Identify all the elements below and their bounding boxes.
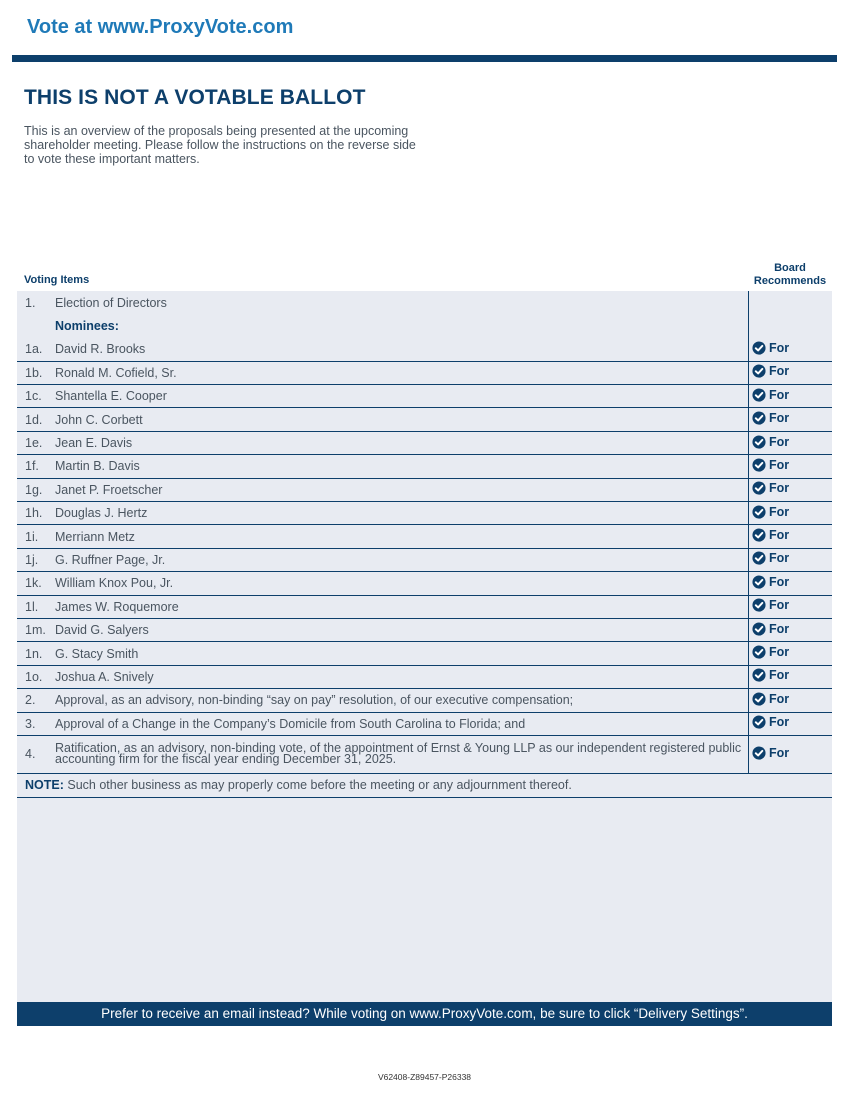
check-circle-icon [752, 692, 766, 706]
board-recommendation [749, 665, 833, 688]
item-description: Approval, as an advisory, non-binding “say on pay” resolution, of our executive compensation; [55, 689, 749, 712]
board-recommendation [749, 689, 833, 712]
recommendation-label: For [769, 598, 790, 613]
recommendation-for [752, 575, 789, 589]
item-number: 1. [25, 295, 36, 310]
item-number: 1k. [17, 572, 55, 595]
item-number: 1g. [17, 478, 55, 501]
check-circle-icon [752, 746, 766, 760]
recommendation-label: For [769, 645, 790, 660]
item-number: 1o. [17, 665, 55, 688]
check-circle-icon [752, 528, 766, 542]
board-recommendation [749, 502, 833, 525]
item-number: 1l. [17, 595, 55, 618]
item-description: G. Stacy Smith [55, 642, 749, 665]
board-recommendation [749, 291, 833, 314]
recommendation-for [752, 505, 789, 519]
voting-item-row [17, 595, 832, 618]
recommendation-label: For [769, 387, 790, 402]
recommendation-for [752, 645, 789, 659]
recommendation-for [752, 364, 789, 378]
recommendation-label: For [769, 621, 790, 636]
item-number: 1d. [17, 408, 55, 431]
voting-item-row [17, 431, 832, 454]
document-code: V62408-Z89457-P26338 [377, 1072, 472, 1082]
board-recommendation [749, 735, 833, 773]
item-description: Jean E. Davis [55, 431, 749, 454]
board-recommendation [749, 431, 833, 454]
item-description: David G. Salyers [55, 618, 749, 641]
note-label: NOTE: [25, 778, 64, 793]
voting-item-row [17, 361, 832, 384]
voting-item-row [17, 618, 832, 641]
recommendation-for [752, 668, 789, 682]
check-circle-icon [752, 668, 766, 682]
recommendation-for [752, 528, 789, 542]
recommendation-for [752, 746, 789, 760]
board-recommendation [749, 642, 833, 665]
recommendation-for [752, 598, 789, 612]
item-number: 1i. [17, 525, 55, 548]
recommendation-for [752, 388, 789, 402]
check-circle-icon [752, 645, 766, 659]
voting-item-row [17, 408, 832, 431]
item-number: 3. [17, 712, 55, 735]
board-recommendation [749, 525, 833, 548]
voting-item-row [17, 385, 832, 408]
item-description: William Knox Pou, Jr. [55, 572, 749, 595]
item-description: Martin B. Davis [55, 455, 749, 478]
item-description: Joshua A. Snively [55, 665, 749, 688]
board-recommendation [749, 572, 833, 595]
check-circle-icon [752, 435, 766, 449]
board-recommends-header [748, 262, 832, 288]
item-number: 1j. [17, 548, 55, 571]
item-number: 2. [17, 689, 55, 712]
board-header-line2: Recommends [753, 275, 827, 287]
check-circle-icon [752, 411, 766, 425]
item-description: Election of Directors [55, 295, 167, 310]
email-delivery-banner: Prefer to receive an email instead? While voting on www.ProxyVote.com, be sure to click “Delivery Settings”. [17, 1002, 832, 1026]
item-number: 1a. [17, 338, 55, 361]
check-circle-icon [752, 575, 766, 589]
board-recommendation [749, 338, 833, 361]
voting-item-row [17, 291, 832, 314]
voting-item-row [17, 455, 832, 478]
item-description: Approval of a Change in the Company’s Domicile from South Carolina to Florida; and [55, 712, 749, 735]
proxyvote-link[interactable]: Vote at www.ProxyVote.com [27, 16, 294, 38]
item-number: 1m. [17, 618, 55, 641]
item-description: Merriann Metz [55, 525, 749, 548]
voting-item-row [17, 478, 832, 501]
item-description: Shantella E. Cooper [55, 385, 749, 408]
voting-items-table [17, 291, 832, 798]
check-circle-icon [752, 551, 766, 565]
item-description: James W. Roquemore [55, 595, 749, 618]
recommendation-for [752, 341, 789, 355]
recommendation-label: For [769, 364, 790, 379]
recommendation-label: For [769, 551, 790, 566]
board-recommendation [749, 408, 833, 431]
header-rule [12, 55, 837, 62]
board-recommendation [749, 361, 833, 384]
page-title: THIS IS NOT A VOTABLE BALLOT [24, 86, 366, 109]
item-number: 1c. [17, 385, 55, 408]
recommendation-for [752, 435, 789, 449]
item-number: 1b. [17, 361, 55, 384]
recommendation-for [752, 692, 789, 706]
item-description: Ratification, as an advisory, non-binding vote, of the appointment of Ernst & Young LLP as our independent registered public accounting firm for the fiscal year ending December 31, 2025. [55, 735, 749, 773]
voting-item-row [17, 338, 832, 361]
note-row [17, 773, 832, 797]
note-text: Such other business as may properly come before the meeting or any adjournment thereof. [63, 778, 572, 793]
recommendation-label: For [769, 528, 790, 543]
recommendation-label: For [769, 691, 790, 706]
board-recommendation [749, 314, 833, 337]
item-number: 1h. [17, 502, 55, 525]
recommendation-label: For [769, 411, 790, 426]
check-circle-icon [752, 341, 766, 355]
recommendation-for [752, 551, 789, 565]
voting-item-row [17, 314, 832, 337]
recommendation-label: For [769, 457, 790, 472]
check-circle-icon [752, 622, 766, 636]
note-cell [17, 773, 832, 797]
board-header-line1: Board [774, 262, 806, 274]
check-circle-icon [752, 388, 766, 402]
board-recommendation [749, 385, 833, 408]
voting-item-row [17, 642, 832, 665]
board-recommendation [749, 478, 833, 501]
voting-item-row [17, 689, 832, 712]
item-description: Nominees: [55, 319, 119, 334]
recommendation-label: For [769, 434, 790, 449]
voting-item-row [17, 572, 832, 595]
recommendation-for [752, 411, 789, 425]
recommendation-label: For [769, 715, 790, 730]
recommendation-for [752, 481, 789, 495]
recommendation-for [752, 622, 789, 636]
board-recommendation [749, 595, 833, 618]
board-recommendation [749, 712, 833, 735]
item-description: G. Ruffner Page, Jr. [55, 548, 749, 571]
recommendation-label: For [769, 574, 790, 589]
item-number: 1n. [17, 642, 55, 665]
recommendation-label: For [769, 340, 790, 355]
voting-item-row [17, 712, 832, 735]
voting-item-row [17, 548, 832, 571]
board-recommendation [749, 455, 833, 478]
check-circle-icon [752, 364, 766, 378]
recommendation-for [752, 715, 789, 729]
item-description: Janet P. Froetscher [55, 478, 749, 501]
board-recommendation [749, 548, 833, 571]
voting-item-row [17, 735, 832, 773]
recommendation-label: For [769, 481, 790, 496]
recommendation-label: For [769, 504, 790, 519]
voting-item-row [17, 525, 832, 548]
check-circle-icon [752, 481, 766, 495]
recommendation-label: For [769, 668, 790, 683]
item-description: David R. Brooks [55, 338, 749, 361]
check-circle-icon [752, 458, 766, 472]
recommendation-for [752, 458, 789, 472]
check-circle-icon [752, 505, 766, 519]
intro-text: This is an overview of the proposals being presented at the upcoming shareholder meeting. Please follow the instructions on the reverse side to vote these important matters. [24, 124, 416, 166]
check-circle-icon [752, 715, 766, 729]
item-description: Ronald M. Cofield, Sr. [55, 361, 749, 384]
recommendation-label: For [769, 745, 790, 760]
item-number: 4. [17, 735, 55, 773]
item-number: 1e. [17, 431, 55, 454]
item-description: John C. Corbett [55, 408, 749, 431]
voting-item-row [17, 502, 832, 525]
check-circle-icon [752, 598, 766, 612]
voting-item-row [17, 665, 832, 688]
board-recommendation [749, 618, 833, 641]
item-description: Douglas J. Hertz [55, 502, 749, 525]
voting-items-header: Voting Items [24, 274, 90, 286]
item-number: 1f. [17, 455, 55, 478]
item-number [17, 314, 55, 337]
